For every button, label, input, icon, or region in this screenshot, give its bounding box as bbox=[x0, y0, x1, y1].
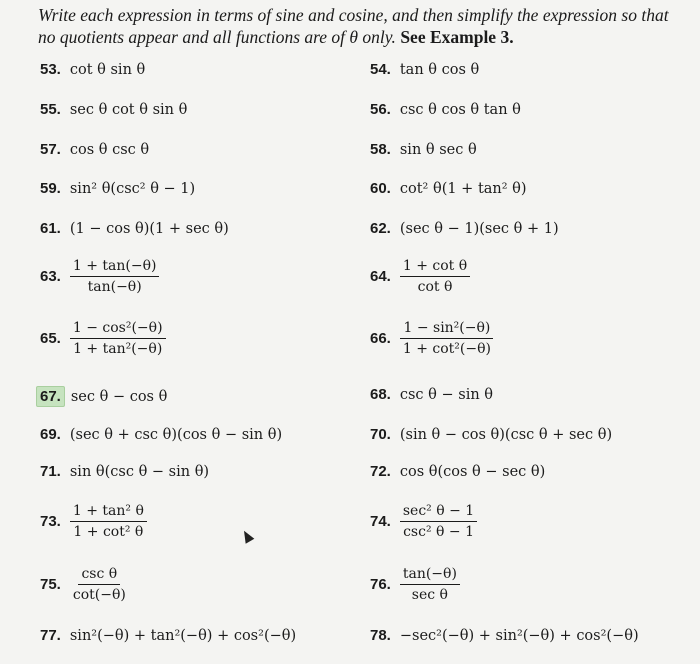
fraction bbox=[70, 258, 160, 295]
problem-60 bbox=[370, 180, 527, 197]
problem-67 bbox=[40, 386, 167, 407]
problem-74 bbox=[370, 503, 477, 540]
denominator: tan(−θ) bbox=[87, 279, 142, 295]
problem-expression: (sec θ − 1)(sec θ + 1) bbox=[399, 220, 559, 237]
problem-expression: sin² θ(csc² θ − 1) bbox=[69, 180, 196, 197]
fraction bbox=[400, 258, 470, 295]
denominator: 1 + cot²(−θ) bbox=[402, 341, 491, 357]
problem-77 bbox=[40, 627, 296, 644]
problem-expression: cos θ(cos θ − sec θ) bbox=[399, 463, 546, 480]
problem-number: 63. bbox=[40, 268, 61, 285]
fraction bbox=[400, 566, 460, 603]
denominator: 1 + tan²(−θ) bbox=[73, 341, 163, 357]
problem-number: 78. bbox=[370, 627, 391, 644]
numerator: csc θ bbox=[78, 566, 120, 585]
denominator: cot θ bbox=[417, 279, 453, 295]
fraction bbox=[70, 566, 129, 603]
problem-number: 55. bbox=[40, 101, 61, 118]
problem-expression: (sec θ + csc θ)(cos θ − sin θ) bbox=[69, 426, 283, 443]
fraction bbox=[70, 503, 147, 540]
problem-number-highlighted: 67. bbox=[36, 386, 65, 407]
problem-58 bbox=[370, 141, 477, 158]
numerator: 1 + cot θ bbox=[400, 258, 470, 277]
problem-53 bbox=[40, 61, 145, 78]
denominator: csc² θ − 1 bbox=[403, 524, 474, 540]
problem-54 bbox=[370, 61, 479, 78]
problem-75 bbox=[40, 566, 129, 603]
problem-55 bbox=[40, 101, 187, 118]
problem-number: 73. bbox=[40, 513, 61, 530]
problem-56 bbox=[370, 101, 521, 118]
problem-78 bbox=[370, 627, 639, 644]
problem-number: 62. bbox=[370, 220, 391, 237]
problem-expression: tan θ cos θ bbox=[399, 61, 480, 78]
problem-number: 77. bbox=[40, 627, 61, 644]
problem-number: 69. bbox=[40, 426, 61, 443]
problem-63 bbox=[40, 258, 159, 295]
problem-number: 53. bbox=[40, 61, 61, 78]
problem-69 bbox=[40, 426, 282, 443]
numerator: 1 − cos²(−θ) bbox=[70, 320, 166, 339]
problem-57 bbox=[40, 141, 149, 158]
problem-76 bbox=[370, 566, 460, 603]
problem-65 bbox=[40, 320, 166, 357]
problem-number: 71. bbox=[40, 463, 61, 480]
numerator: 1 − sin²(−θ) bbox=[400, 320, 493, 339]
instructions bbox=[38, 4, 688, 48]
problem-expression: cot² θ(1 + tan² θ) bbox=[399, 180, 527, 197]
problem-number: 64. bbox=[370, 268, 391, 285]
example-reference: See Example 3. bbox=[400, 27, 514, 47]
problem-number: 58. bbox=[370, 141, 391, 158]
problem-number: 60. bbox=[370, 180, 391, 197]
fraction bbox=[70, 320, 166, 357]
problem-72 bbox=[370, 463, 545, 480]
problem-expression: (1 − cos θ)(1 + sec θ) bbox=[69, 220, 229, 237]
instructions-text: Write each expression in terms of sine and cosine, and then simplify the expression so that no quotients appear and all functions are of θ only. bbox=[38, 5, 669, 47]
problem-62 bbox=[370, 220, 559, 237]
problem-66 bbox=[370, 320, 494, 357]
problem-number: 75. bbox=[40, 576, 61, 593]
problem-68 bbox=[370, 386, 493, 403]
problem-73 bbox=[40, 503, 147, 540]
problem-number: 65. bbox=[40, 330, 61, 347]
problem-expression: csc θ − sin θ bbox=[399, 386, 494, 403]
problem-number: 66. bbox=[370, 330, 391, 347]
numerator: 1 + tan(−θ) bbox=[70, 258, 160, 277]
problem-expression: sin θ(csc θ − sin θ) bbox=[69, 463, 210, 480]
problem-number: 61. bbox=[40, 220, 61, 237]
fraction bbox=[400, 320, 494, 357]
fraction bbox=[400, 503, 477, 540]
problem-number: 59. bbox=[40, 180, 61, 197]
problem-number: 70. bbox=[370, 426, 391, 443]
problem-71 bbox=[40, 463, 209, 480]
problem-expression: (sin θ − cos θ)(csc θ + sec θ) bbox=[399, 426, 613, 443]
mouse-cursor-icon bbox=[240, 528, 255, 543]
problem-expression: sec θ cot θ sin θ bbox=[69, 101, 188, 118]
problem-number: 56. bbox=[370, 101, 391, 118]
problem-70 bbox=[370, 426, 612, 443]
problem-number: 57. bbox=[40, 141, 61, 158]
numerator: sec² θ − 1 bbox=[400, 503, 477, 522]
problem-64 bbox=[370, 258, 470, 295]
problem-expression: csc θ cos θ tan θ bbox=[399, 101, 521, 118]
problem-expression: cos θ csc θ bbox=[69, 141, 150, 158]
problem-number: 72. bbox=[370, 463, 391, 480]
problem-expression: −sec²(−θ) + sin²(−θ) + cos²(−θ) bbox=[399, 627, 639, 644]
problem-number: 74. bbox=[370, 513, 391, 530]
denominator: sec θ bbox=[411, 587, 448, 603]
problem-number: 76. bbox=[370, 576, 391, 593]
numerator: 1 + tan² θ bbox=[70, 503, 147, 522]
problem-59 bbox=[40, 180, 195, 197]
problem-expression: cot θ sin θ bbox=[69, 61, 146, 78]
denominator: 1 + cot² θ bbox=[73, 524, 144, 540]
problem-expression: sin²(−θ) + tan²(−θ) + cos²(−θ) bbox=[69, 627, 297, 644]
problem-number: 54. bbox=[370, 61, 391, 78]
numerator: tan(−θ) bbox=[400, 566, 460, 585]
problem-number: 68. bbox=[370, 386, 391, 403]
problem-expression: sec θ − cos θ bbox=[70, 388, 168, 405]
problem-61 bbox=[40, 220, 229, 237]
problem-expression: sin θ sec θ bbox=[399, 141, 477, 158]
denominator: cot(−θ) bbox=[72, 587, 126, 603]
